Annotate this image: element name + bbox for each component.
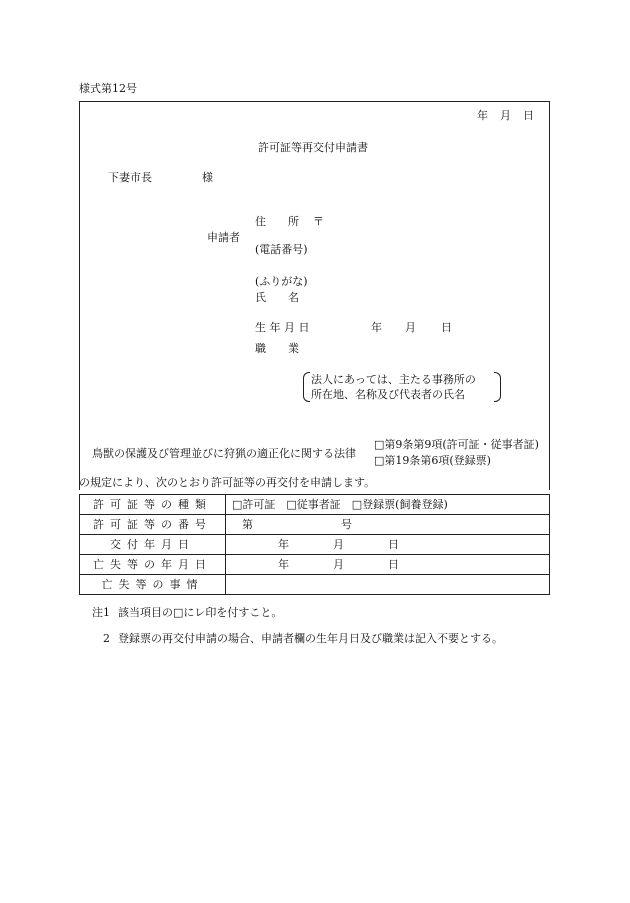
row-label-number: 許可証等の番号	[80, 515, 226, 535]
note-1-number: 注1	[92, 606, 110, 619]
law-text: 鳥獣の保護及び管理並びに狩猟の適正化に関する法律	[92, 447, 356, 460]
birth-month: 月	[405, 321, 416, 334]
row-value-issue-date: 年 月 日	[226, 535, 550, 555]
note-1-text: 該当項目の□にレ印を付すこと。	[118, 606, 283, 619]
date-year: 年	[477, 109, 488, 122]
birth-label: 生 年 月 日	[255, 321, 310, 334]
postal-mark: 〒	[313, 215, 324, 228]
note-2-text: 登録票の再交付申請の場合、申請者欄の生年月日及び職業は記入不要とする。	[118, 632, 503, 645]
table-row	[80, 555, 550, 575]
row-label-type: 許可証等の種類	[80, 495, 226, 515]
date-day: 日	[523, 109, 534, 122]
law-option-article19: □第19条第6項(登録票)	[374, 454, 491, 467]
request-text: の規定により、次のとおり許可証等の再交付を申請します。	[79, 476, 376, 489]
row-label-issue-date: 交付年月日	[80, 535, 226, 555]
address-label: 住 所	[255, 215, 299, 228]
addressee-name: 下妻市長	[108, 171, 152, 184]
row-value-loss-circumstances	[226, 575, 550, 595]
name-label: 氏 名	[255, 291, 299, 304]
applicant-label: 申請者	[207, 231, 240, 244]
application-frame	[79, 101, 550, 490]
row-value-number: 第 号	[226, 515, 550, 535]
law-option-article9: □第9条第9項(許可証・従事者証)	[374, 438, 539, 451]
permit-details-table	[79, 494, 550, 595]
bracket-left	[303, 372, 310, 402]
birth-day: 日	[441, 321, 452, 334]
document-title: 許可証等再交付申請書	[258, 141, 368, 154]
row-label-loss-date: 亡失等の年月日	[80, 555, 226, 575]
addressee-honorific: 様	[202, 171, 213, 184]
row-value-loss-date: 年 月 日	[226, 555, 550, 575]
row-label-loss-circumstances: 亡失等の事情	[80, 575, 226, 595]
form-number: 様式第12号	[79, 82, 137, 95]
furigana-label: (ふりがな)	[255, 275, 308, 288]
phone-label: (電話番号)	[255, 243, 308, 256]
table-row	[80, 575, 550, 595]
row-value-type: □許可証 □従事者証 □登録票(飼養登録)	[226, 495, 550, 515]
table-row	[80, 535, 550, 555]
occupation-label: 職 業	[255, 342, 299, 355]
date-month: 月	[500, 109, 511, 122]
table-row	[80, 495, 550, 515]
corporate-note-line1: 法人にあっては、主たる事務所の	[311, 373, 476, 386]
table-row	[80, 515, 550, 535]
note-2-number: 2	[103, 632, 110, 645]
bracket-right	[494, 372, 501, 402]
corporate-note-line2: 所在地、名称及び代表者の氏名	[311, 388, 465, 401]
birth-year: 年	[371, 321, 382, 334]
